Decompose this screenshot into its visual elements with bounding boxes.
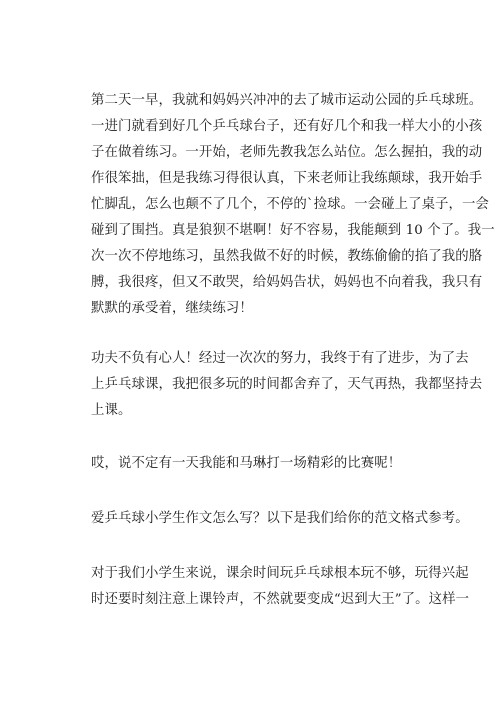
text-line: 爱乒乓球小学生作文怎么写？以下是我们给你的范文格式参考。 [91, 511, 469, 526]
text-line: 上课。 [91, 403, 132, 418]
text-line: 时还要时刻注意上课铃声，不然就要变成“迟到大王”了。这样一 [91, 592, 470, 607]
text-line: 对于我们小学生来说，课余时间玩乒乓球根本玩不够，玩得兴起 [91, 566, 469, 581]
text-line: 作很笨拙，但是我练习得很认真，下来老师让我练颠球，我开始手 [91, 171, 483, 186]
text-line: 碰到了围挡。真是狼狈不堪啊！好不容易，我能颠到 10 个了。我一 [91, 223, 495, 238]
text-line: 子在做着练习。一开始，老师先教我怎么站位。怎么握拍，我的动 [91, 145, 483, 160]
text-line: 默默的承受着，继续练习！ [91, 301, 253, 316]
text-line: 哎，说不定有一天我能和马琳打一场精彩的比赛呢！ [91, 456, 402, 471]
text-line: 忙脚乱，怎么也颠不了几个，不停的`捡球。一会碰上了桌子，一会 [91, 197, 490, 212]
text-line: 膊，我很疼，但又不敢哭，给妈妈告状，妈妈也不向着我，我只有 [91, 275, 483, 290]
text-line: 第二天一早，我就和妈妈兴冲冲的去了城市运动公园的乒乓球班。 [91, 93, 483, 108]
text-line: 一进门就看到好几个乒乓球台子，还有好几个和我一样大小的小孩 [91, 119, 483, 134]
text-line: 次一次不停地练习，虽然我做不好的时候，教练偷偷的掐了我的胳 [91, 249, 483, 264]
text-line: 功夫不负有心人！经过一次次的努力，我终于有了进步，为了去 [91, 351, 469, 366]
text-line: 上乒乓球课，我把很多玩的时间都舍弃了，天气再热，我都坚持去 [91, 377, 483, 392]
